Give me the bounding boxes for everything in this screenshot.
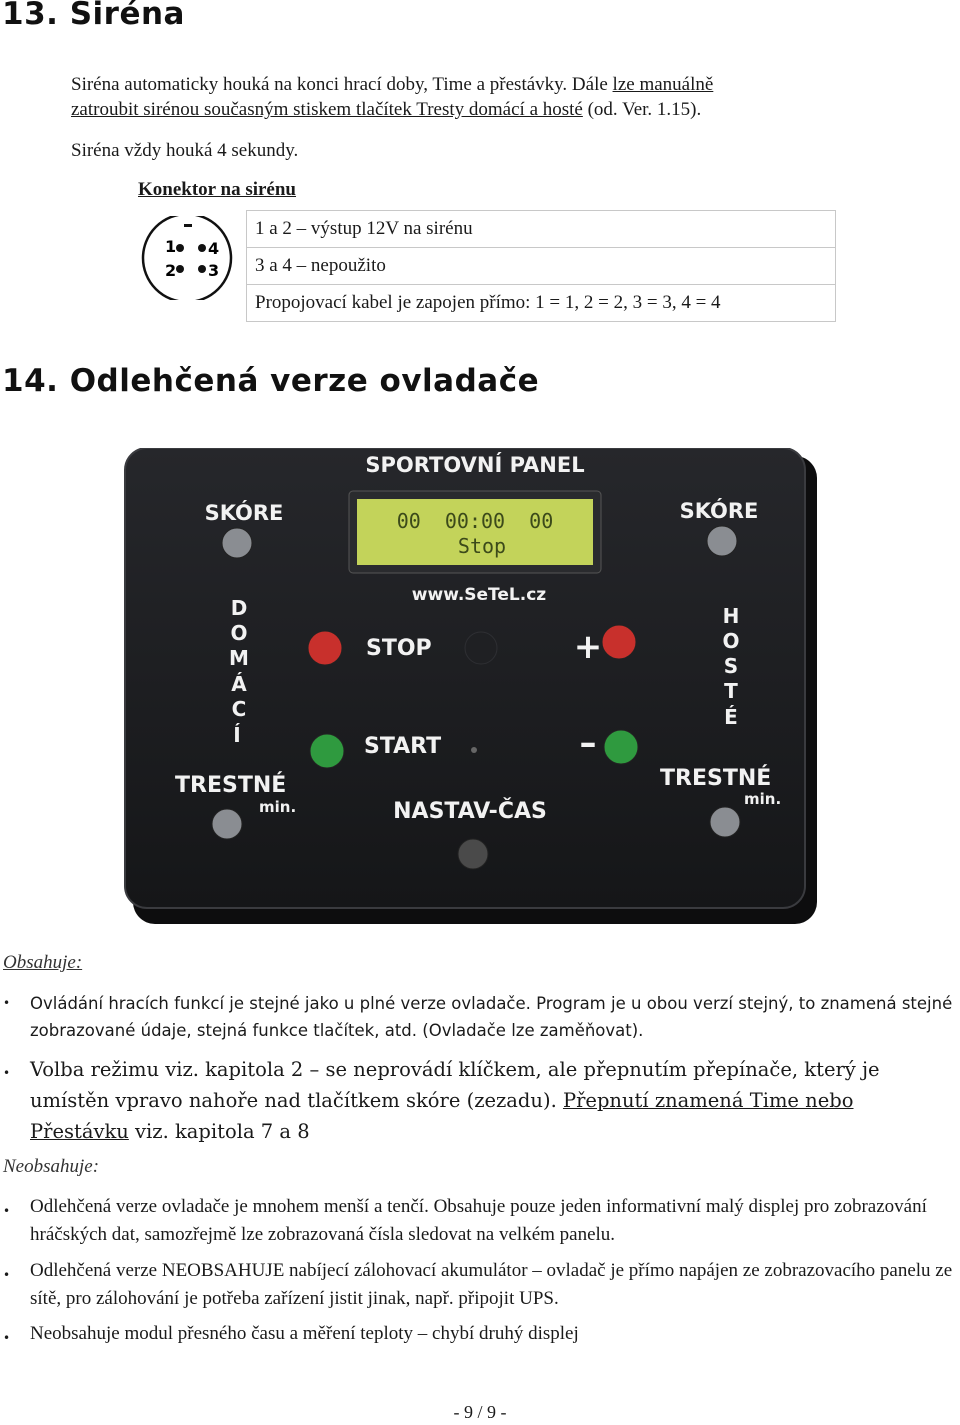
siren-text-link: lze manuálně [612, 74, 714, 95]
connector-table [246, 210, 836, 322]
stop-button[interactable] [308, 631, 342, 665]
lcd-line-2: Stop [457, 534, 507, 558]
neobsahuje-item: Neobsahuje modul přesného času a měření teploty – chybí druhý displej [30, 1323, 579, 1344]
controller-panel-image [121, 448, 821, 928]
volba-paragraph [30, 1054, 956, 1147]
min-right-label: min. [744, 790, 782, 808]
hoste-letter: O [722, 629, 740, 653]
minus-label: – [579, 723, 597, 763]
bullet-icon: • [3, 1066, 11, 1080]
siren-duration: Siréna vždy houká 4 sekundy. [71, 140, 299, 161]
table-row [247, 211, 836, 248]
table-cell: 1 a 2 – výstup 12V na sirénu [247, 211, 836, 248]
volba-link: Přepnutí znamená Time nebo Přestávku [30, 1089, 854, 1143]
trestne-right-button[interactable] [710, 807, 740, 837]
min-left-label: min. [259, 798, 297, 816]
domaci-letter: Á [231, 672, 247, 696]
indicator-dot [471, 747, 477, 753]
domaci-letter: Í [233, 723, 241, 747]
bullet-icon: • [3, 1331, 11, 1345]
domaci-letter: C [231, 697, 247, 721]
hoste-letter: H [722, 604, 740, 628]
connector-key [184, 224, 192, 227]
siren-text-a: Siréna automaticky houká na konci hrací doby, Time a přestávky. Dále [71, 74, 613, 95]
skore-left-label: SKÓRE [204, 501, 284, 525]
trestne-left-label: TRESTNÉ [175, 773, 287, 798]
stop-label: STOP [366, 636, 432, 661]
section-14-heading: 14. Odlehčená verze ovladače [2, 363, 540, 399]
obsahuje-label: Obsahuje: [3, 952, 83, 973]
hoste-letter: S [723, 654, 739, 678]
domaci-letter: O [230, 621, 248, 645]
volba-text-end: viz. kapitola 7 a 8 [128, 1120, 310, 1143]
hoste-letter: T [724, 679, 738, 703]
bullet-icon: • [3, 996, 11, 1010]
domaci-letter: D [230, 596, 248, 620]
table-row [247, 285, 836, 322]
trestne-left-button[interactable] [212, 809, 242, 839]
hoste-letter: É [724, 705, 738, 729]
panel-title: SPORTOVNÍ PANEL [365, 453, 585, 477]
obsahuje-item: Ovládání hracích funkcí je stejné jako u plné verze ovladače. Program je u obou verzí stejný, to znamená stejné zobrazované údaje, stejná funkce tlačítek, atd. (Ovladače lze zaměňovat). [30, 994, 953, 1040]
neobsahuje-label: Neobsahuje: [3, 1156, 100, 1177]
nastav-button[interactable] [458, 839, 488, 869]
bullet-icon: • [3, 1204, 11, 1218]
minus-button[interactable] [604, 730, 638, 764]
siren-text-b: zatroubit sirénou současným stiskem tlačítek Tresty domácí a hosté [71, 99, 583, 120]
neobsahuje-item: Odlehčená verze NEOBSAHUJE nabíjecí zálohovací akumulátor – ovladač je přímo napájen ze zobrazovacího panelu ze sítě, pro zálohování je potřeba zařízení jistit jinak, např. připojit UPS. [30, 1260, 953, 1309]
lcd-line-1: 00 00:00 00 [396, 509, 554, 533]
pin-3-label: 3 [208, 261, 220, 280]
skore-right-label: SKÓRE [679, 499, 759, 523]
domaci-letter: M [229, 646, 249, 670]
pin-1-label: 1 [165, 237, 177, 256]
connector-title: Konektor na sirénu [138, 179, 297, 200]
table-row [247, 248, 836, 285]
siren-paragraph [71, 72, 951, 122]
table-cell: 3 a 4 – nepoužito [247, 248, 836, 285]
skore-left-button[interactable] [222, 528, 252, 558]
nastav-label: NASTAV-ČAS [393, 799, 547, 824]
skore-right-button[interactable] [707, 526, 737, 556]
panel-url: www.SeTeL.cz [411, 585, 547, 605]
pin-2-label: 2 [165, 261, 177, 280]
pin-4-label: 4 [208, 239, 220, 258]
bullet-icon: • [3, 1268, 11, 1282]
plus-button[interactable] [602, 625, 636, 659]
volba-text: Volba režimu viz. kapitola 2 – se neprovádí klíčkem, ale přepnutím přepínače, který je umístěn vpravo nahoře nad tlačítkem skóre (zezadu). [30, 1058, 880, 1112]
connector-ring [143, 216, 231, 300]
plus-label: + [573, 627, 603, 667]
section-13-heading: 13. Siréna [2, 0, 185, 32]
start-label: START [364, 734, 442, 759]
page-number: - 9 / 9 - [453, 1402, 507, 1422]
siren-text-c: (od. Ver. 1.15). [582, 99, 702, 120]
table-cell: Propojovací kabel je zapojen přímo: 1 = 1, 2 = 2, 3 = 3, 4 = 4 [247, 285, 836, 322]
neobsahuje-item: Odlehčená verze ovladače je mnohem menší a tenčí. Obsahuje pouze jeden informativní malý displej pro zobrazování hráčských dat, samozřejmě lze zobrazovaná čísla sledovat na velkém panelu. [30, 1196, 927, 1245]
trestne-right-label: TRESTNÉ [660, 766, 772, 791]
connector-pinout-icon [140, 216, 234, 300]
start-button[interactable] [310, 734, 344, 768]
panel-logo-icon [465, 632, 497, 664]
